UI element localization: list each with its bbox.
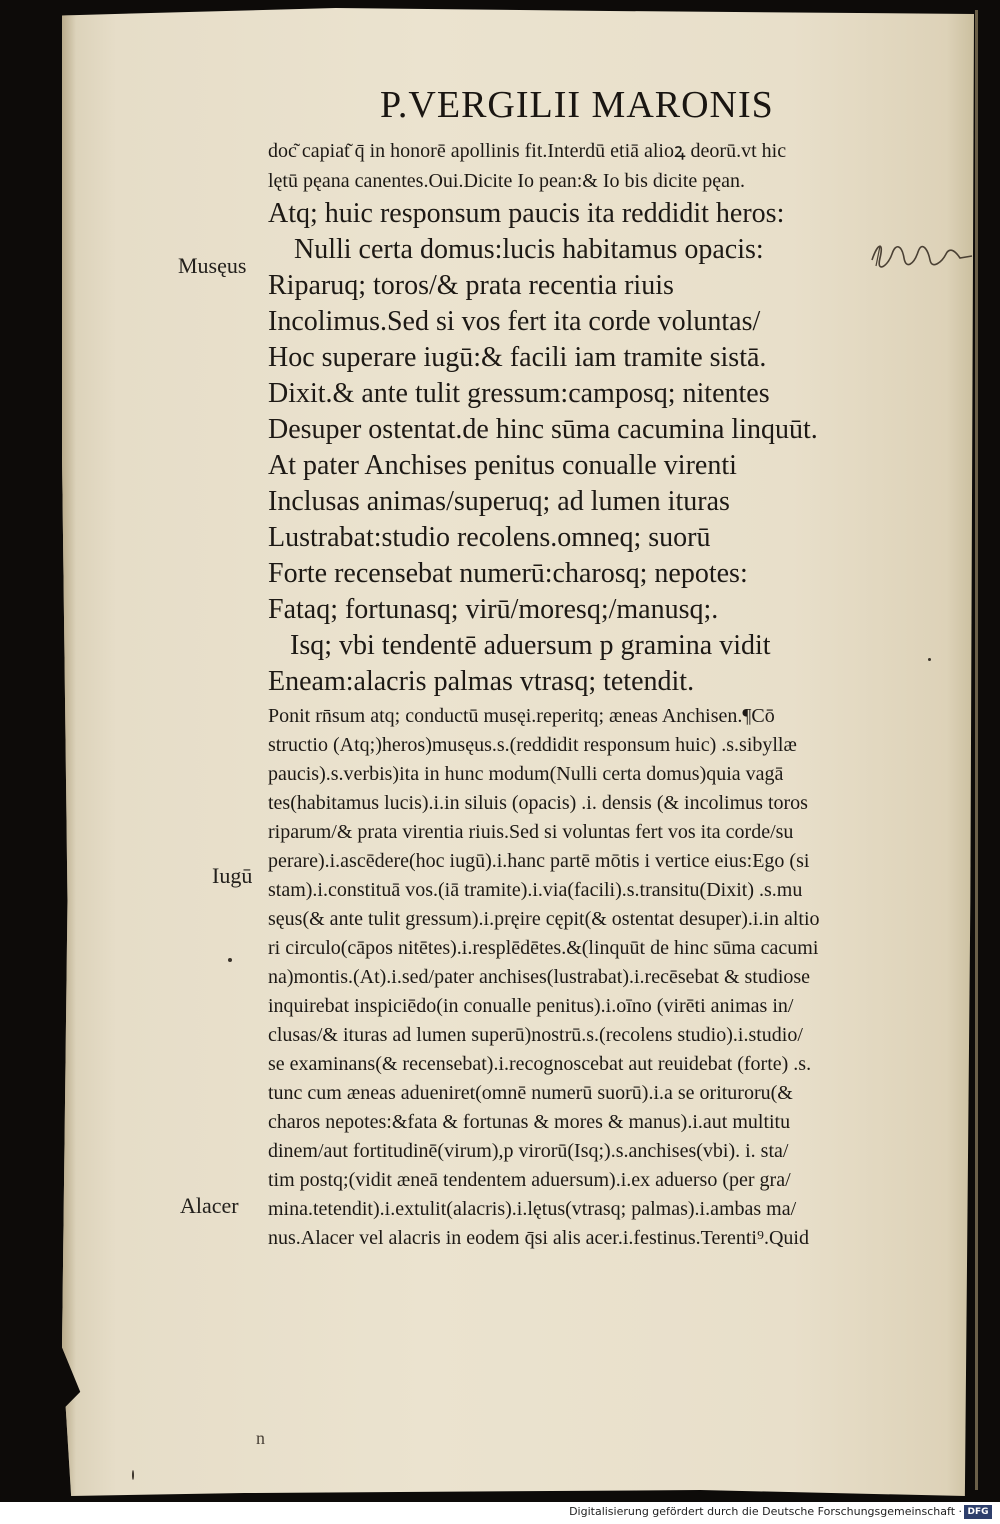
commentary-line: sęus(& ante tulit gressum).i.pręire cępit(& ostentat desuper).i.in altio — [268, 908, 820, 930]
commentary-line: clusas/& ituras ad lumen superū)nostrū.s.(recolens studio).i.studio/ — [268, 1024, 803, 1046]
verse-line: Dixit.& ante tulit gressum:camposq; nitentes — [268, 378, 770, 409]
commentary-line: na)montis.(At).i.sed/pater anchises(lustrabat).i.recēsebat & studiose — [268, 966, 811, 988]
commentary-line: stam).i.constituā vos.(iā tramite).i.via(facili).s.transitu(Dixit) .s.mu — [268, 879, 803, 901]
commentary-line: nus.Alacer vel alacris in eodem q̄si alis acer.i.festinus.Terenti⁹.Quid — [268, 1227, 809, 1249]
commentary-line: dinem/aut fortitudinē(virum),p virorū(Isq;).s.anchises(vbi). i. sta/ — [268, 1140, 789, 1162]
commentary-line: Ponit rn̄sum atq; conductū musęi.reperitq; æneas Anchisen.¶Cō — [268, 705, 775, 727]
page-edge — [975, 10, 978, 1490]
verse-line: Forte recensebat numerū:charosq; nepotes: — [268, 558, 748, 589]
verse-line: Incolimus.Sed si vos fert ita corde voluntas/ — [268, 306, 761, 337]
commentary-line: perare).i.ascēdere(hoc iugū).i.hanc partē mōtis i vertice eius:Ego (si — [268, 850, 810, 872]
ink-speck — [228, 958, 232, 962]
commentary-line: riparum/& prata virentia riuis.Sed si voluntas fert vos ita corde/su — [268, 821, 794, 843]
verse-line: Desuper ostentat.de hinc sūma cacumina linquūt. — [268, 414, 818, 445]
page-header-title: P.VERGILII MARONIS — [380, 84, 774, 126]
commentary-line: se examinans(& recensebat).i.recognoscebat aut reuidebat (forte) .s. — [268, 1053, 812, 1075]
commentary-line: paucis).s.verbis)ita in hunc modum(Nulli certa domus)quia vagā — [268, 763, 784, 785]
margin-mark-bottom: n — [256, 1428, 265, 1448]
verse-line: Riparuq; toros/& prata recentia riuis — [268, 270, 674, 301]
margin-note-iugu: Iugū — [212, 863, 253, 888]
verse-line: Fataq; fortunasq; virū/moresq;/manusq;. — [268, 594, 719, 625]
commentary-line: tes(habitamus lucis).i.in siluis (opacis) .i. densis (& incolimus toros — [268, 792, 808, 814]
ink-speck — [132, 1470, 134, 1480]
ink-speck — [928, 658, 931, 661]
verse-line: Isq; vbi tendentē aduersum p gramina vidit — [290, 630, 771, 661]
verse-line: Atq; huic responsum paucis ita reddidit heros: — [268, 198, 785, 229]
top-commentary-line: lętū pęana canentes.Oui.Dicite Io pean:& Io bis dicite pęan. — [268, 170, 746, 192]
verse-line: At pater Anchises penitus conualle virenti — [268, 450, 737, 481]
margin-note-alacer: Alacer — [180, 1193, 239, 1218]
commentary-line: charos nepotes:&fata & fortunas & mores & manus).i.aut multitu — [268, 1111, 791, 1133]
verse-line: Lustrabat:studio recolens.omneq; suorū — [268, 522, 711, 553]
handwritten-annotation — [868, 236, 974, 276]
commentary-line: inquirebat inspiciēdo(in conualle penitus).i.oīno (virēti animas in/ — [268, 995, 794, 1017]
verse-line: Hoc superare iugū:& facili iam tramite sistā. — [268, 342, 767, 373]
dfg-logo: DFG — [964, 1505, 992, 1519]
verse-line: Inclusas animas/superuq; ad lumen ituras — [268, 486, 730, 517]
verse-line: Eneam:alacris palmas vtrasq; tetendit. — [268, 666, 695, 697]
commentary-line: mina.tetendit).i.extulit(alacris).i.lętus(vtrasq; palmas).i.ambas ma/ — [268, 1198, 797, 1220]
top-commentary-line: doc͂ capiat͂ q̄ in honorē apollinis fit.Interdū etiā alioꝝ deorū.vt hic — [268, 140, 787, 162]
footer-credit: Digitalisierung gefördert durch die Deutsche Forschungsgemeinschaft · — [569, 1505, 962, 1518]
margin-note-museus: Musęus — [178, 253, 247, 278]
verse-line: Nulli certa domus:lucis habitamus opacis: — [294, 234, 764, 265]
commentary-line: tunc cum æneas adueniret(omnē numerū suorū).i.a se orituroru(& — [268, 1082, 793, 1104]
commentary-line: structio (Atq;)heros)musęus.s.(reddidit responsum huic) .s.sibyllæ — [268, 734, 797, 756]
commentary-line: tim postq;(vidit æneā tendentem aduersum).i.ex aduerso (per gra/ — [268, 1169, 791, 1191]
commentary-line: ri circulo(cāpos nitētes).i.resplēdētes.&(linquūt de hinc sūma cacumi — [268, 937, 819, 959]
